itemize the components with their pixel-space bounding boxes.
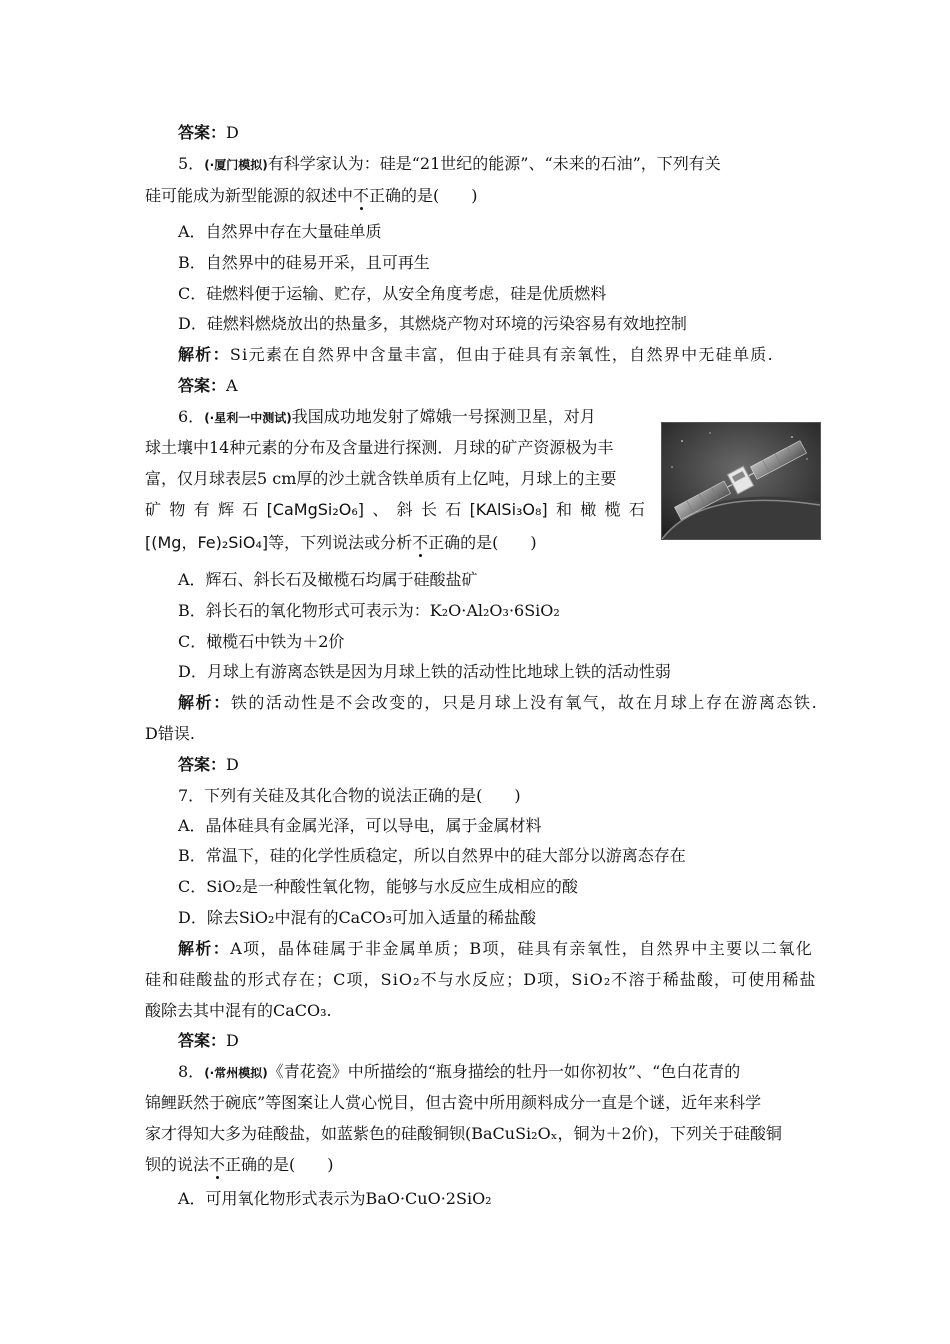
q7-option-d: D．除去SiO₂中混有的CaCO₃可加入适量的稀盐酸 xyxy=(178,908,536,927)
q6-option-c: C．橄榄石中铁为＋2价 xyxy=(178,632,345,651)
q6-source: (·星利一中测试) xyxy=(204,411,292,425)
q6-line4-word: 橄 xyxy=(580,500,597,519)
q6-option-a: A．辉石、斜长石及橄榄石均属于硅酸盐矿 xyxy=(178,570,478,589)
q5-option-c: C．硅燃料便于运输、贮存，从安全角度考虑，硅是优质燃料 xyxy=(178,284,607,303)
q6-line4-word: 和 xyxy=(555,500,572,519)
q6-option-b: B．斜长石的氧化物形式可表示为：K₂O·Al₂O₃·6SiO₂ xyxy=(178,601,560,620)
q7-option-c: C．SiO₂是一种酸性氧化物，能够与水反应生成相应的酸 xyxy=(178,877,578,896)
q7-answer: 答案：D xyxy=(178,1031,239,1050)
q4-answer: 答案：D xyxy=(178,123,239,142)
q5-option-d: D．硅燃料燃烧放出的热量多，其燃烧产物对环境的污染容易有效地控制 xyxy=(178,314,687,333)
q6-line4-word: 石 xyxy=(445,500,462,519)
q5-analysis: 解析：Si元素在自然界中含量丰富，但由于硅具有亲氧性，自然界中无硅单质. xyxy=(178,345,774,364)
q7-stem: 7．下列有关硅及其化合物的说法正确的是( ) xyxy=(178,786,521,805)
q6-stem-line1: 6．(·星利一中测试)我国成功地发射了嫦娥一号探测卫星，对月 xyxy=(178,407,596,426)
q6-line4-word: [CaMgSi₂O₆] xyxy=(266,500,365,519)
q8-stem-line4: 钡的说法不正确的是( ) xyxy=(145,1155,334,1174)
q5-answer: 答案：A xyxy=(178,376,238,395)
q7-analysis-line2: 硅和硅酸盐的形式存在；C项，SiO₂不与水反应；D项，SiO₂不溶于稀盐酸，可使用稀盐 xyxy=(145,970,817,989)
q8-stem-line1: 8．(·常州模拟)《青花瓷》中所描绘的“瓶身描绘的牡丹一如你初妆”、“色白花青的 xyxy=(178,1062,741,1081)
q6-line4-word: 矿 xyxy=(145,500,162,519)
q6-option-d: D．月球上有游离态铁是因为月球上铁的活动性比地球上铁的活动性弱 xyxy=(178,662,671,681)
satellite-icon xyxy=(662,423,820,539)
q5-source: (·厦门模拟) xyxy=(204,158,268,172)
q6-answer: 答案：D xyxy=(178,755,239,774)
q6-analysis-line2: D错误. xyxy=(145,724,195,743)
q6-line4-word: 斜 xyxy=(396,500,413,519)
q8-source: (·常州模拟) xyxy=(204,1066,268,1080)
q6-line4-word: 长 xyxy=(420,500,437,519)
q6-stem-line2: 球土壤中14种元素的分布及含量进行探测．月球的矿产资源极为丰 xyxy=(145,438,614,457)
q7-analysis-line3: 酸除去其中混有的CaCO₃. xyxy=(145,1001,332,1020)
q5-option-a: A．自然界中存在大量硅单质 xyxy=(178,222,382,241)
q6-line4-word: 有 xyxy=(193,500,210,519)
q8-stem-line2: 锦鲤跃然于碗底”等图案让人赏心悦目，但古瓷中所用颜料成分一直是个谜，近年来科学 xyxy=(145,1093,762,1112)
q5-stem-line1: 5．(·厦门模拟)有科学家认为：硅是“21世纪的能源”、“未来的石油”，下列有关 xyxy=(178,154,721,173)
q7-option-b: B．常温下，硅的化学性质稳定，所以自然界中的硅大部分以游离态存在 xyxy=(178,846,686,865)
q6-line4-word: 物 xyxy=(169,500,186,519)
q7-option-a: A．晶体硅具有金属光泽，可以导电，属于金属材料 xyxy=(178,816,542,835)
q6-stem-line3: 富，仅月球表层5 cm厚的沙土就含铁单质有上亿吨，月球上的主要 xyxy=(145,469,617,488)
q5-option-b: B．自然界中的硅易开采，且可再生 xyxy=(178,253,430,272)
q6-line4-word: 石 xyxy=(242,500,259,519)
q6-stem-line4 xyxy=(145,499,645,521)
q7-analysis-line1: 解析：A项，晶体硅属于非金属单质；B项，硅具有亲氧性，自然界中主要以二氧化 xyxy=(178,939,814,958)
q5-stem-line2: 硅可能成为新型能源的叙述中不正确的是( ) xyxy=(145,186,478,205)
q6-stem-line5: [(Mg，Fe)₂SiO₄]等，下列说法或分析不正确的是( ) xyxy=(145,533,537,552)
q8-stem-line3: 家才得知大多为硅酸盐，如蓝紫色的硅酸铜钡(BaCuSi₂Oₓ，铜为＋2价)，下列关于硅酸铜 xyxy=(145,1124,782,1143)
satellite-photo xyxy=(661,422,821,540)
q6-line4-word: 石 xyxy=(628,500,645,519)
q6-line4-word: 、 xyxy=(372,500,389,519)
q6-line4-word: 榄 xyxy=(604,500,621,519)
q6-line4-word: 辉 xyxy=(217,500,234,519)
q8-option-a: A．可用氧化物形式表示为BaO·CuO·2SiO₂ xyxy=(178,1189,492,1208)
q6-line4-word: [KAlSi₃O₈] xyxy=(469,500,548,519)
q6-analysis-line1: 解析：铁的活动性是不会改变的，只是月球上没有氧气，故在月球上存在游离态铁. xyxy=(178,693,819,712)
